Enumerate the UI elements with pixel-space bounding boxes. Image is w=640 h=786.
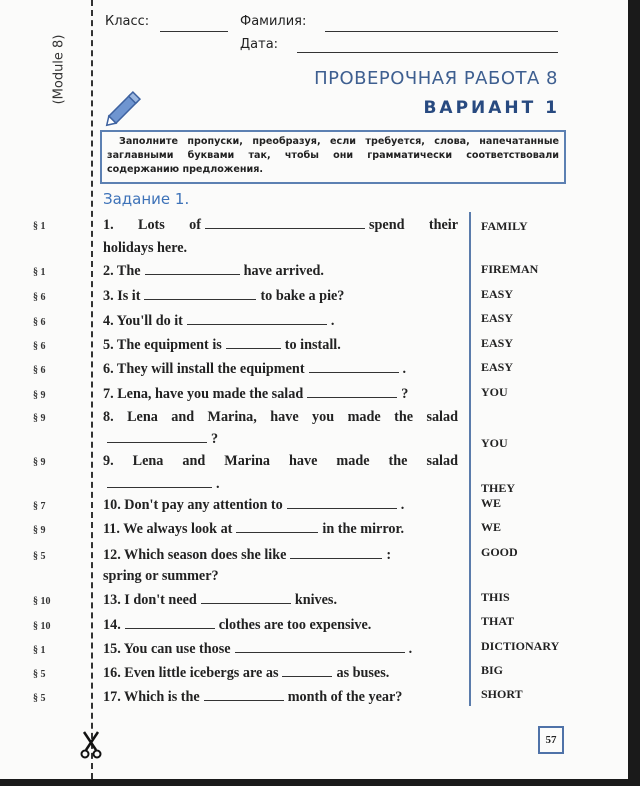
module-label: (Module 8) <box>51 34 67 105</box>
answer-blank[interactable] <box>282 666 332 677</box>
exercise-text: spring or summer? <box>103 568 219 584</box>
exercise-text: to install. <box>284 337 341 353</box>
exercise-line <box>103 497 458 514</box>
answer-blank[interactable] <box>235 642 405 653</box>
section-ref: § 9 <box>33 525 46 536</box>
exercise-text: . <box>216 476 220 492</box>
answer-blank[interactable] <box>125 618 215 629</box>
exercise-line <box>103 617 458 634</box>
class-label: Класс: <box>105 14 150 29</box>
exercise-line <box>103 263 458 280</box>
section-ref: § 10 <box>33 596 51 607</box>
section-ref: § 5 <box>33 669 46 680</box>
answer-blank[interactable] <box>107 477 212 488</box>
answer-blank[interactable] <box>287 498 397 509</box>
answer-blank[interactable] <box>144 289 256 300</box>
task-title: Задание 1. <box>103 190 190 208</box>
exercise-line <box>103 521 458 538</box>
answer-blank[interactable] <box>201 593 291 604</box>
answer-blank[interactable] <box>309 362 399 373</box>
exercise-line <box>103 665 458 682</box>
exercise-text: 5. The equipment is <box>103 337 222 353</box>
keyword: WE <box>481 496 502 510</box>
keyword: SHORT <box>481 687 523 701</box>
exercise-line <box>103 547 458 564</box>
cut-line <box>91 0 93 779</box>
date-field[interactable] <box>297 52 558 53</box>
exercise-line <box>103 641 458 658</box>
answer-blank[interactable] <box>205 218 365 229</box>
exercise-line <box>103 592 458 609</box>
exercise-text: to bake a pie? <box>260 288 345 304</box>
answer-blank[interactable] <box>236 522 318 533</box>
exercise-text: 10. Don't pay any attention to <box>103 497 283 513</box>
section-ref: § 1 <box>33 221 46 232</box>
section-ref: § 6 <box>33 317 46 328</box>
keyword: BIG <box>481 663 504 677</box>
pencil-icon <box>100 86 146 132</box>
exercise-text: 12. Which season does she like <box>103 547 287 563</box>
exercise-line <box>103 240 458 257</box>
exercise-line <box>103 476 458 493</box>
keyword: FAMILY <box>481 219 528 233</box>
exercise-line <box>103 453 458 470</box>
section-ref: § 1 <box>33 645 46 656</box>
exercise-line <box>103 313 458 330</box>
keyword: THEY <box>481 481 516 495</box>
keyword: GOOD <box>481 545 518 559</box>
exercise-text: 2. The <box>103 263 141 279</box>
exercise-text: ? <box>211 431 219 447</box>
exercise-text: 9. Lena and Marina have made the salad <box>103 453 458 469</box>
answer-blank[interactable] <box>145 264 240 275</box>
exercise-text: 6. They will install the equipment <box>103 361 305 377</box>
section-ref: § 10 <box>33 621 51 632</box>
exercise-line <box>103 431 458 448</box>
exercise-text: . <box>408 641 413 657</box>
keyword: DICTIONARY <box>481 639 560 653</box>
scissors-icon <box>80 730 102 760</box>
exercise-text: knives. <box>294 592 337 608</box>
exercise-text: 7. Lena, have you made the salad <box>103 386 304 402</box>
section-ref: § 9 <box>33 413 46 424</box>
test-title: ПРОВЕРОЧНАЯ РАБОТА 8 <box>314 68 558 89</box>
exercise-text: in the mirror. <box>322 521 404 537</box>
exercise-text: 1. Lots of <box>103 217 201 233</box>
section-ref: § 6 <box>33 292 46 303</box>
answer-blank[interactable] <box>204 690 284 701</box>
keyword: EASY <box>481 336 514 350</box>
section-ref: § 9 <box>33 390 46 401</box>
exercise-line <box>103 568 458 585</box>
exercise-line <box>103 337 458 354</box>
exercise-text: 13. I don't need <box>103 592 197 608</box>
section-ref: § 5 <box>33 551 46 562</box>
keyword: WE <box>481 520 502 534</box>
instruction-box: Заполните пропуски, преобразуя, если требуется, слова, напечатанные заглавными буквами так, чтобы они грамматически соответствовали содержанию предложения. <box>100 130 566 184</box>
surname-label: Фамилия: <box>240 14 307 29</box>
section-ref: § 6 <box>33 365 46 376</box>
exercise-text: 4. You'll do it <box>103 313 183 329</box>
exercise-text: . <box>330 313 335 329</box>
exercise-text: . <box>402 361 407 377</box>
exercise-line <box>103 288 458 305</box>
keyword: EASY <box>481 311 514 325</box>
exercise-text: ? <box>401 386 409 402</box>
exercise-text: : <box>386 547 392 563</box>
exercise-text: clothes are too expensive. <box>218 617 372 633</box>
keyword: THAT <box>481 614 515 628</box>
exercise-text: spend their <box>369 217 459 233</box>
exercise-text: have arrived. <box>243 263 324 279</box>
section-ref: § 1 <box>33 267 46 278</box>
section-ref: § 5 <box>33 693 46 704</box>
date-label: Дата: <box>240 37 279 52</box>
class-field[interactable] <box>160 31 228 32</box>
keyword: YOU <box>481 385 508 399</box>
keyword: THIS <box>481 590 510 604</box>
exercise-line <box>103 386 458 403</box>
exercise-text: 17. Which is the <box>103 689 200 705</box>
exercise-text: 16. Even little icebergs are as <box>103 665 279 681</box>
exercise-text: 14. <box>103 617 121 633</box>
keyword: EASY <box>481 360 514 374</box>
exercise-text: as buses. <box>336 665 390 681</box>
exercise-line <box>103 689 458 706</box>
answer-blank[interactable] <box>107 432 207 443</box>
variant-title: ВАРИАНТ 1 <box>423 98 560 118</box>
column-divider <box>469 212 471 706</box>
keyword: YOU <box>481 436 508 450</box>
section-ref: § 9 <box>33 457 46 468</box>
page-number: 57 <box>538 726 564 754</box>
keyword: EASY <box>481 287 514 301</box>
exercise-text: 15. You can use those <box>103 641 231 657</box>
section-ref: § 7 <box>33 501 46 512</box>
exercise-text: month of the year? <box>287 689 403 705</box>
exercise-text: 3. Is it <box>103 288 141 304</box>
exercise-text: 8. Lena and Marina, have you made the salad <box>103 409 458 425</box>
exercise-text: holidays here. <box>103 240 188 256</box>
exercise-text: 11. We always look at <box>103 521 233 537</box>
exercise-line <box>103 361 458 378</box>
answer-blank[interactable] <box>187 314 327 325</box>
exercise-line <box>103 409 458 426</box>
section-ref: § 6 <box>33 341 46 352</box>
surname-field[interactable] <box>325 31 558 32</box>
exercise-text: . <box>400 497 405 513</box>
answer-blank[interactable] <box>290 548 382 559</box>
answer-blank[interactable] <box>307 387 397 398</box>
keyword: FIREMAN <box>481 262 539 276</box>
exercise-line <box>103 217 458 234</box>
answer-blank[interactable] <box>226 338 281 349</box>
